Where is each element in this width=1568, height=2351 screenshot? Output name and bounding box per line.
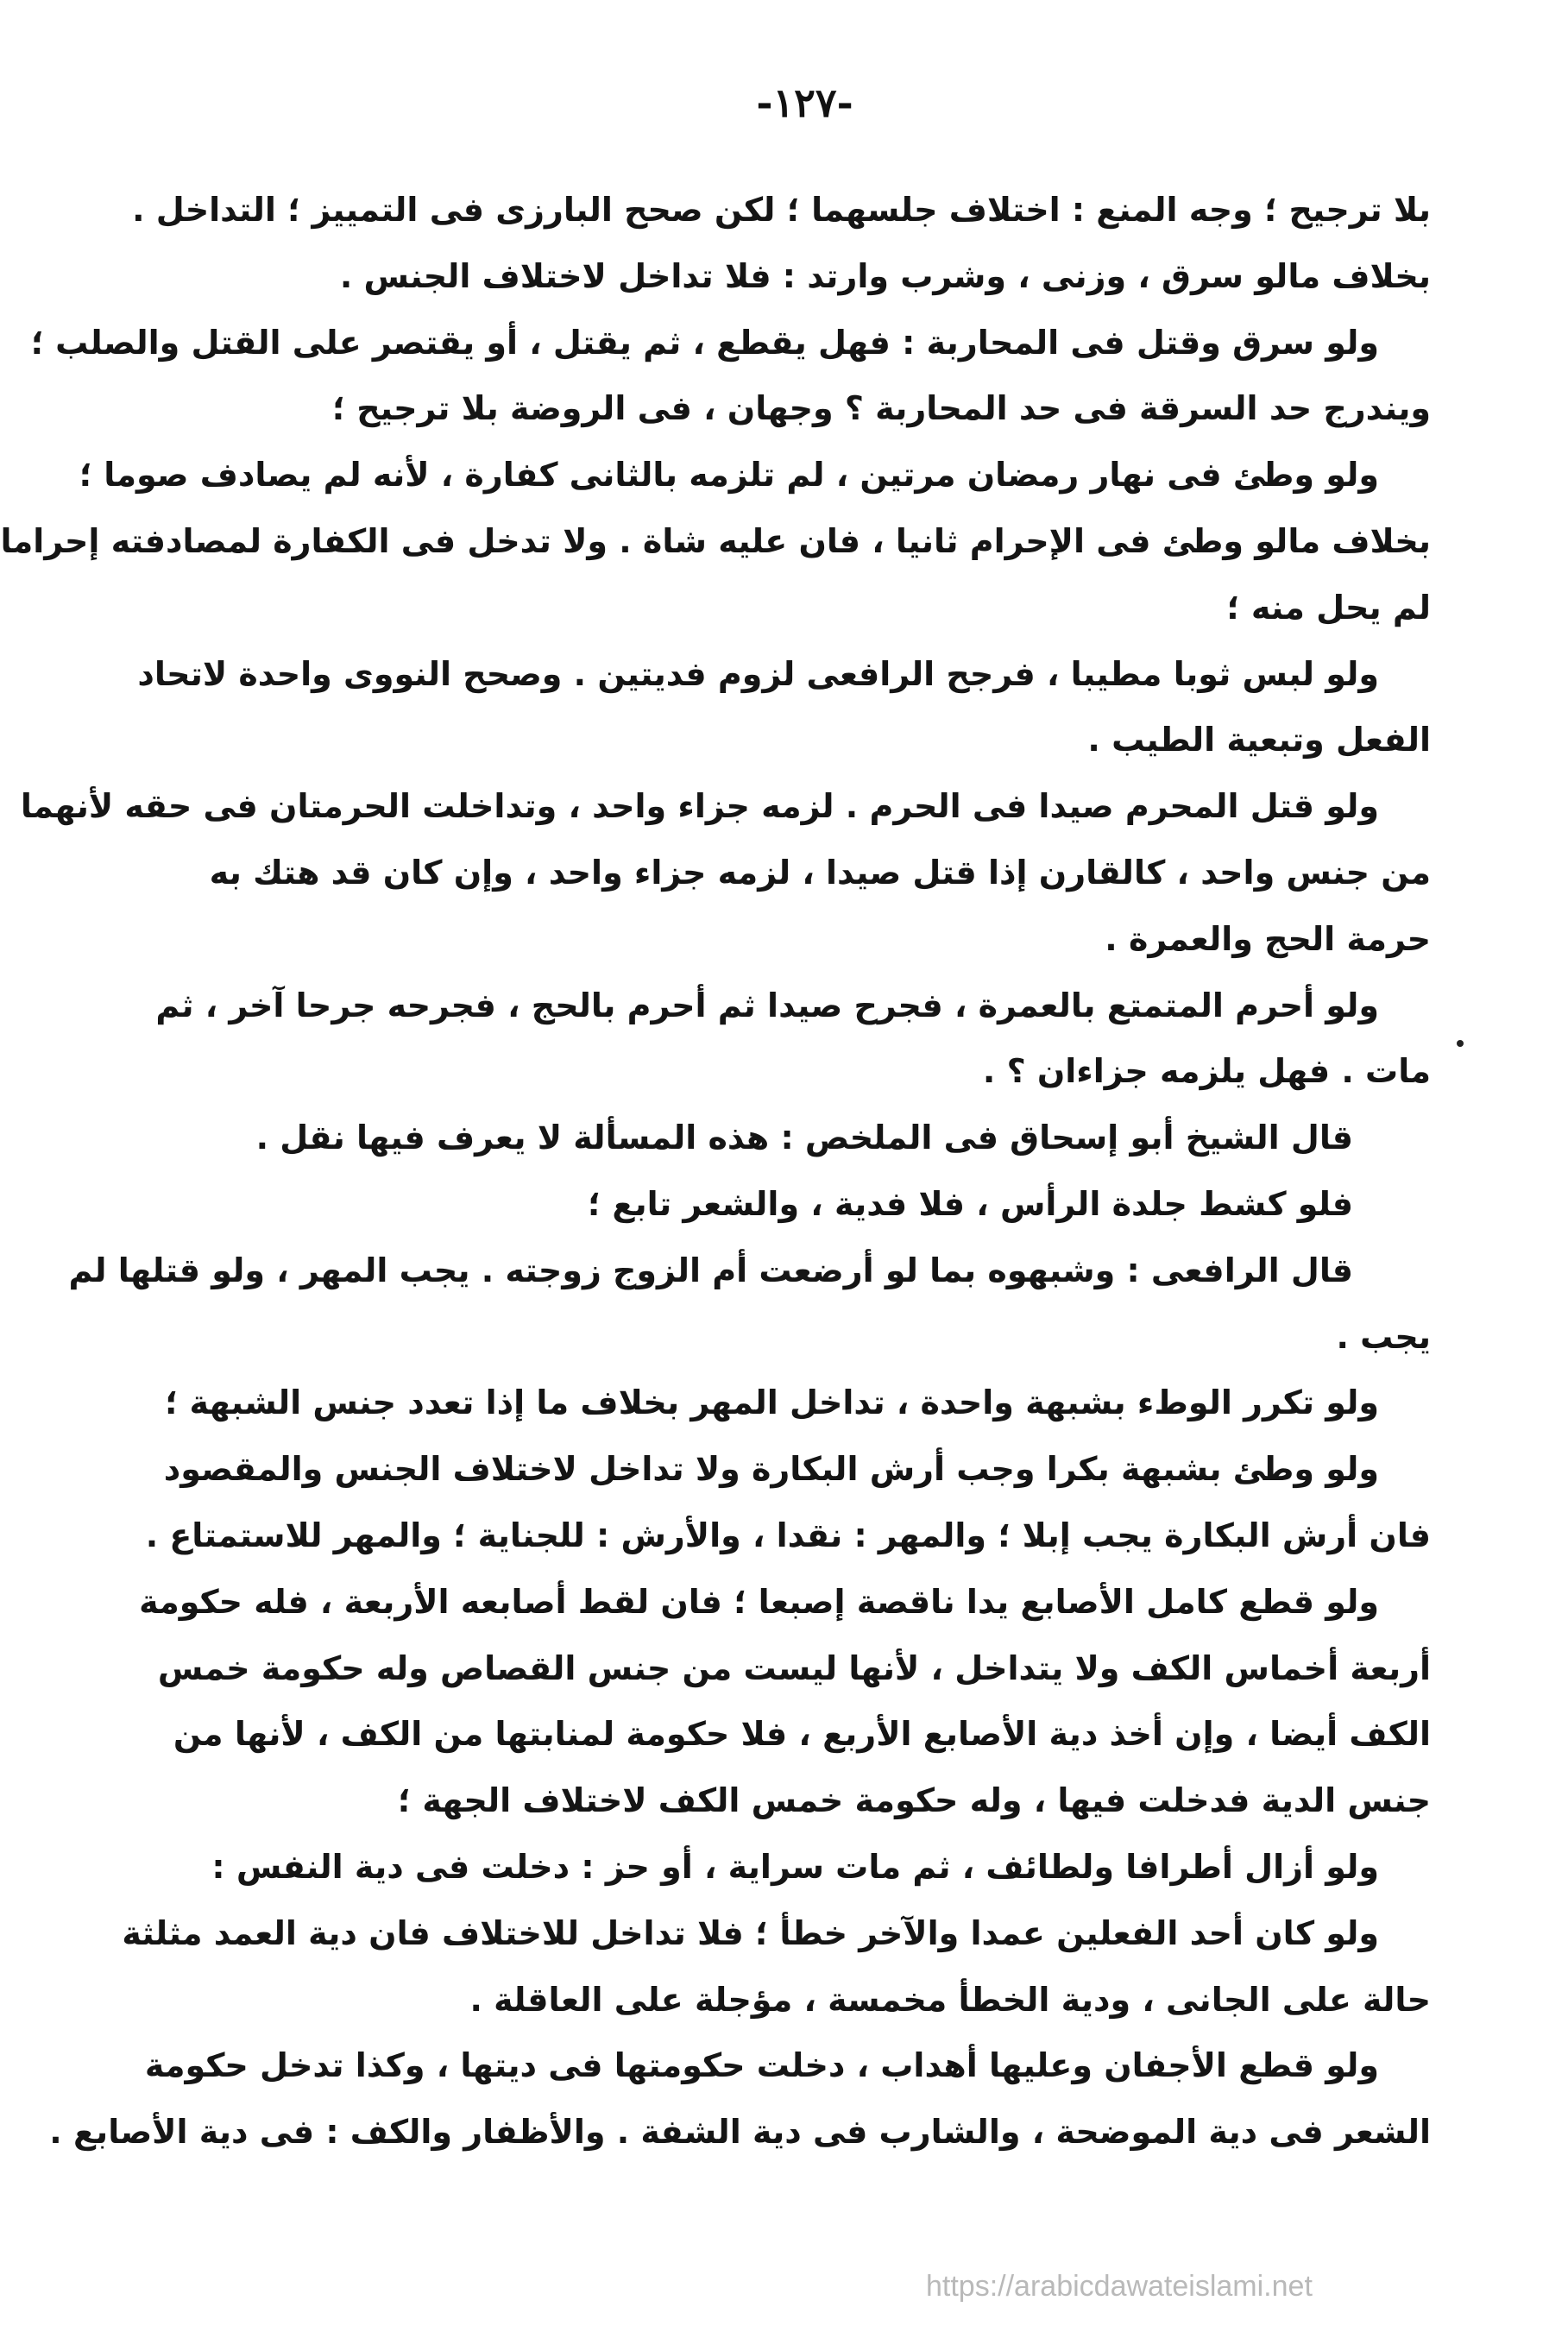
text-line: حالة على الجانى ، ودية الخطأ مخمسة ، مؤجلة على العاقلة . xyxy=(469,1980,1431,2019)
page-number: -١٢٧- xyxy=(756,79,853,126)
paragraph xyxy=(0,442,1431,640)
text-line: أربعة أخماس الكف ولا يتداخل ، لأنها ليست من جنس القصاص وله حكومة خمس xyxy=(157,1648,1431,1687)
margin-dot-mark xyxy=(1457,1040,1464,1047)
text-line: ولو كان أحد الفعلين عمدا والآخر خطأ ؛ فلا تداخل للاختلاف فان دية العمد مثلثة xyxy=(122,1913,1379,1952)
page-body-text xyxy=(0,177,1431,2165)
text-line: فلو كشط جلدة الرأس ، فلا فدية ، والشعر تابع ؛ xyxy=(587,1184,1353,1223)
paragraph xyxy=(139,1569,1431,1834)
text-line: قال الشيخ أبو إسحاق فى الملخص : هذه المسألة لا يعرف فيها نقل . xyxy=(255,1119,1353,1157)
paragraph xyxy=(218,1105,1431,1171)
paragraph xyxy=(211,1834,1431,1900)
text-line: ولو أزال أطرافا ولطائف ، ثم مات سراية ، أو حز : دخلت فى دية النفس : xyxy=(211,1847,1379,1886)
text-line: لم يحل منه ؛ xyxy=(1226,588,1431,627)
paragraph xyxy=(49,2033,1431,2165)
text-line: ولو قتل المحرم صيدا فى الحرم . لزمه جزاء واحد ، وتداخلت الحرمتان فى حقه لأنهما xyxy=(20,787,1379,826)
paragraph xyxy=(155,973,1431,1106)
text-line: ولو تكرر الوطء بشبهة واحدة ، تداخل المهر بخلاف ما إذا تعدد جنس الشبهة ؛ xyxy=(165,1383,1379,1422)
text-line: ولو قطع الأجفان وعليها أهداب ، دخلت حكومتها فى ديتها ، وكذا تدخل حكومة xyxy=(144,2046,1379,2085)
text-line: ولو سرق وقتل فى المحاربة : فهل يقطع ، ثم يقتل ، أو يقتصر على القتل والصلب ؛ xyxy=(30,323,1379,362)
text-line: حرمة الحج والعمرة . xyxy=(1105,919,1431,958)
text-line: بخلاف مالو سرق ، وزنى ، وشرب وارتد : فلا تداخل لاختلاف الجنس . xyxy=(339,256,1431,295)
text-line: جنس الدية فدخلت فيها ، وله حكومة خمس الكف لاختلاف الجهة ؛ xyxy=(397,1781,1431,1820)
paragraph xyxy=(30,310,1431,443)
text-line: الشعر فى دية الموضحة ، والشارب فى دية الشفة . والأظفار والكف : فى دية الأصابع . xyxy=(49,2113,1431,2152)
text-line: ولو لبس ثوبا مطيبا ، فرجح الرافعى لزوم فديتين . وصحح النووى واحدة لاتحاد xyxy=(137,654,1379,693)
paragraph xyxy=(145,1436,1431,1569)
text-line: ولو وطئ فى نهار رمضان مرتين ، لم تلزمه بالثانى كفارة ، لأنه لم يصادف صوما ؛ xyxy=(79,456,1379,495)
paragraph xyxy=(20,773,1431,972)
text-line: من جنس واحد ، كالقارن إذا قتل صيدا ، لزمه جزاء واحد ، وإن كان قد هتك به xyxy=(209,853,1431,892)
paragraph xyxy=(132,177,1431,310)
text-line: الكف أيضا ، وإن أخذ دية الأصابع الأربع ، فلا حكومة لمنابتها من الكف ، لأنها من xyxy=(173,1715,1431,1754)
paragraph xyxy=(137,641,1431,774)
text-line: ويندرج حد السرقة فى حد المحاربة ؟ وجهان ، فى الروضة بلا ترجيح ؛ xyxy=(331,389,1431,428)
text-line: فان أرش البكارة يجب إبلا ؛ والمهر : نقدا ، والأرش : للجناية ؛ والمهر للاستمتاع . xyxy=(145,1516,1431,1554)
text-line: ولو وطئ بشبهة بكرا وجب أرش البكارة ولا تداخل لاختلاف الجنس والمقصود xyxy=(163,1450,1379,1489)
text-line: ولو أحرم المتمتع بالعمرة ، فجرح صيدا ثم أحرم بالحج ، فجرحه جرحا آخر ، ثم xyxy=(155,986,1379,1024)
text-line: قال الرافعى : وشبهوه بما لو أرضعت أم الزوج زوجته . يجب المهر ، ولو قتلها لم xyxy=(68,1251,1353,1289)
paragraph xyxy=(68,1238,1431,1371)
text-line: يجب . xyxy=(1336,1317,1431,1356)
paragraph xyxy=(218,1171,1431,1238)
paragraph xyxy=(122,1900,1431,2033)
text-line: الفعل وتبعية الطيب . xyxy=(1087,721,1431,760)
paragraph xyxy=(165,1370,1431,1436)
text-line: ولو قطع كامل الأصابع يدا ناقصة إصبعا ؛ فان لقط أصابعه الأربعة ، فله حكومة xyxy=(139,1582,1379,1621)
text-line: مات . فهل يلزمه جزاءان ؟ . xyxy=(982,1052,1431,1091)
watermark-url: https://arabicdawateislami.net xyxy=(926,2270,1313,2303)
text-line: بلا ترجيح ؛ وجه المنع : اختلاف جلسهما ؛ لكن صحح البارزى فى التمييز ؛ التداخل . xyxy=(132,191,1431,229)
text-line: بخلاف مالو وطئ فى الإحرام ثانيا ، فان عليه شاة . ولا تدخل فى الكفارة لمصادفته إحراما xyxy=(0,521,1431,560)
